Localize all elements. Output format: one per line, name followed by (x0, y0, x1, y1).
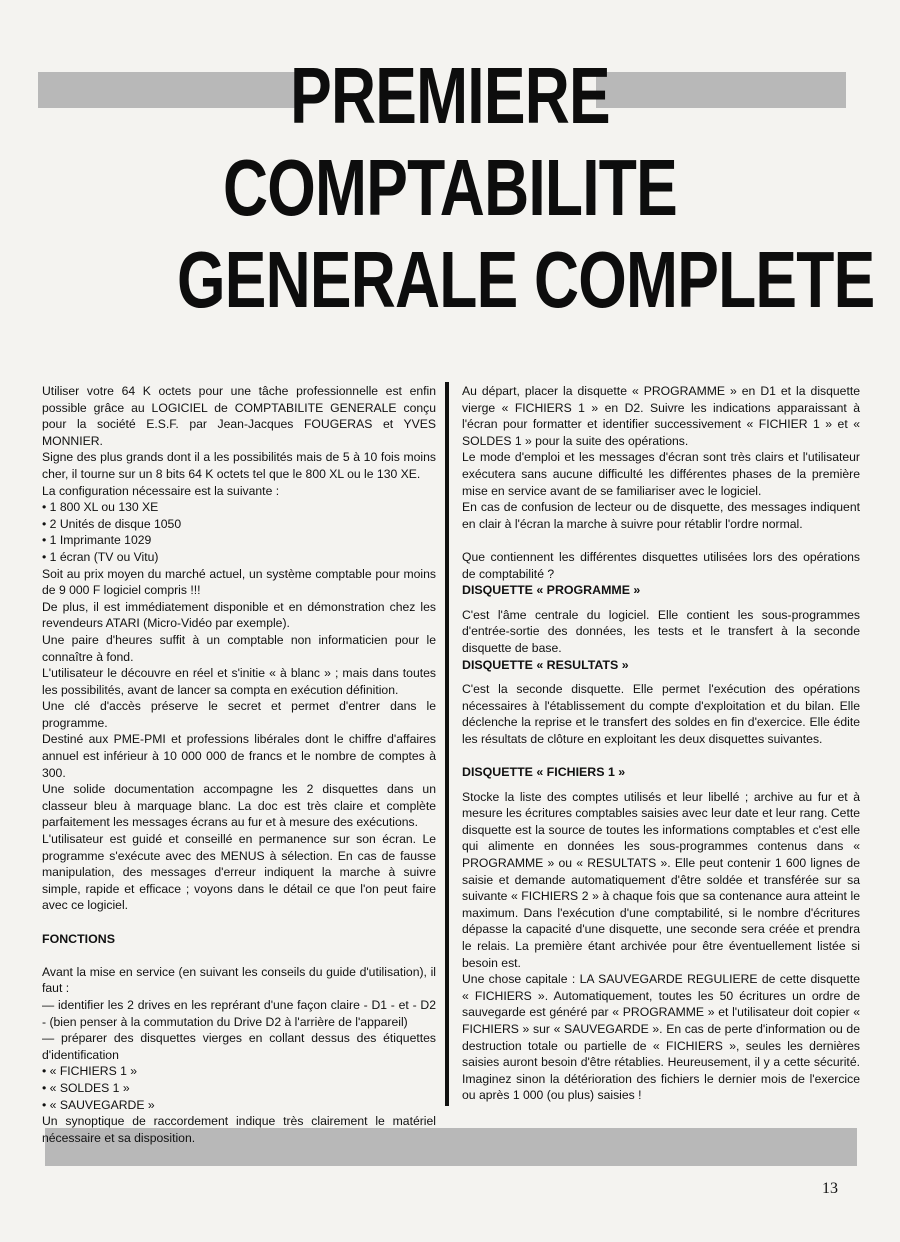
paragraph: Une clé d'accès préserve le secret et permet d'entrer dans le programme. (42, 699, 436, 730)
paragraph: La configuration nécessaire est la suivante : (42, 483, 280, 498)
paragraph: Une chose capitale : LA SAUVEGARDE REGULIERE de cette disquette « FICHIERS ». Automatiquement, toutes les 50 écritures un ordre de sauvegarde est généré par « PROGRAMME » et l'utilisateur doit copier « FICHIERS » sur « SAUVEGARDE ». En cas de perte d'information ou de destruction totale ou partielle de « FICHIERS », seules les dernières saisies auront besoin d'être rétablies. Heureusement, il y a cette sécurité. Imaginez sinon la détérioration des fichiers le dernier mois de l'exercice ou après 1 000 (ou plus) saisies ! (462, 972, 860, 1103)
list-item: • 2 Unités de disque 1050 (42, 516, 436, 533)
paragraph: Avant la mise en service (en suivant les conseils du guide d'utilisation), il faut : (42, 964, 436, 996)
paragraph: Signe des plus grands dont il a les possibilités mais de 5 à 10 fois moins cher, il tourne sur un 8 bits 64 K octets tel que le 800 XL ou le 130 XE. (42, 450, 436, 481)
title-line-2: COMPTABILITE (223, 143, 677, 232)
column-divider (445, 382, 449, 1106)
list-item: • 1 écran (TV ou Vitu) (42, 549, 436, 566)
paragraph: Utiliser votre 64 K octets pour une tâche professionnelle est enfin possible grâce au LOGICIEL de COMPTABILITE GENERALE conçu pour la société E.S.F. par Jean-Jacques FOUGERAS et YVES MONNIER. (42, 384, 436, 448)
paragraph: Une solide documentation accompagne les 2 disquettes dans un classeur bleu à marquage blanc. La doc est très claire et complète parfaitement les messages écrans au fur et à mesure des exécutions. (42, 782, 436, 830)
paragraph: Stocke la liste des comptes utilisés et leur libellé ; archive au fur et à mesure les écritures comptables saisies avec leur date et leur rang. Cette disquette est la source de toutes les informations comptables et c'est elle qui alimente en données les sous-programmes contenus dans « PROGRAMME » ou « RESULTATS ». Elle peut contenir 1 600 lignes de saisie et demande automatiquement d'être soldée et transférée sur sa suivante « FICHIERS 2 » à chaque fois que sa contenance aura atteint le maximum. Dans l'exécution d'une comptabilité, si le nombre d'écritures dépasse la capacité d'une disquette, une seconde sera créée et prendra le relais. La première étant archivée pour être éventuellement listée si besoin est. (462, 789, 860, 970)
paragraph: De plus, il est immédiatement disponible et en démonstration chez les revendeurs ATARI (Micro-Vidéo par exemple). (42, 599, 436, 631)
paragraph: L'utilisateur le découvre en réel et s'initie « à blanc » ; mais dans toutes les possibilités, avant de lancer sa compta en exécution définition. (42, 666, 436, 697)
paragraph: C'est la seconde disquette. Elle permet l'exécution des opérations nécessaires à l'établissement du compte d'exploitation et du bilan. Elle déclenche la reprise et le transfert des soldes en fin d'exercice. Elle édite les résultats de clôture en exploitant les deux disquettes suivantes. (462, 682, 860, 746)
paragraph: C'est l'âme centrale du logiciel. Elle contient les sous-programmes d'entrée-sortie des données, les tests et le transfert à la seconde disquette de base. (462, 607, 860, 655)
section-heading-programme: DISQUETTE « PROGRAMME » (462, 583, 641, 598)
title-line-3: GENERALE COMPLETE (177, 235, 875, 324)
paragraph: Soit au prix moyen du marché actuel, un système comptable pour moins de 9 000 F logiciel compris !!! (42, 566, 436, 598)
left-column (42, 383, 436, 1146)
section-heading-resultats: DISQUETTE « RESULTATS » (462, 657, 629, 672)
paragraph: L'utilisateur est guidé et conseillé en permanence sur son écran. Le programme s'exécute avec des MENUS à sélection. En cas de fausse manipulation, des messages d'erreur indiquent la marche à suivre simple, rapide et efficace ; voyons dans le détail ce que l'on peut faire avec ce logiciel. (42, 832, 436, 913)
paragraph: Au départ, placer la disquette « PROGRAMME » en D1 et la disquette vierge « FICHIERS 1 » en D2. Suivre les indications apparaissant à l'écran pour formatter et identifier successivement « FICHIER 1 » et « SOLDES 1 » pour la suite des opérations. (462, 384, 860, 448)
page-title (177, 50, 875, 326)
label-list (42, 1063, 436, 1113)
list-item: • « SOLDES 1 » (42, 1080, 436, 1097)
paragraph: — préparer des disquettes vierges en collant dessus des étiquettes d'identification (42, 1031, 436, 1062)
config-list (42, 499, 436, 565)
title-line-1: PREMIERE (290, 51, 610, 140)
section-heading-fonctions: FONCTIONS (42, 931, 115, 946)
list-item: • « FICHIERS 1 » (42, 1063, 436, 1080)
paragraph: Destiné aux PME-PMI et professions libérales dont le chiffre d'affaires annuel est inférieur à 10 000 000 de francs et le nombre de comptes à 300. (42, 732, 436, 780)
right-column (462, 383, 860, 1104)
list-item: • 1 Imprimante 1029 (42, 532, 436, 549)
list-item: • « SAUVEGARDE » (42, 1097, 436, 1114)
paragraph: Le mode d'emploi et les messages d'écran sont très clairs et l'utilisateur exécutera sans aucune difficulté les différentes phases de la première mise en service avant de se familiariser avec le logiciel. (462, 450, 860, 498)
paragraph: Une paire d'heures suffit à un comptable non informaticien pour le connaître à fond. (42, 632, 436, 664)
paragraph: Un synoptique de raccordement indique très clairement le matériel nécessaire et sa disposition. (42, 1114, 436, 1145)
paragraph: — identifier les 2 drives en les reprérant d'une façon claire - D1 - et - D2 - (bien penser à la commutation du Drive D2 à l'arrière de l'appareil) (42, 997, 436, 1029)
section-heading-fichiers: DISQUETTE « FICHIERS 1 » (462, 765, 626, 780)
page-number: 13 (822, 1180, 838, 1197)
paragraph: Que contiennent les différentes disquettes utilisées lors des opérations de comptabilité ? (462, 549, 860, 581)
paragraph: En cas de confusion de lecteur ou de disquette, des messages indiquent en clair à l'écran la marche à suivre pour rétablir l'ordre normal. (462, 500, 860, 531)
list-item: • 1 800 XL ou 130 XE (42, 499, 436, 516)
